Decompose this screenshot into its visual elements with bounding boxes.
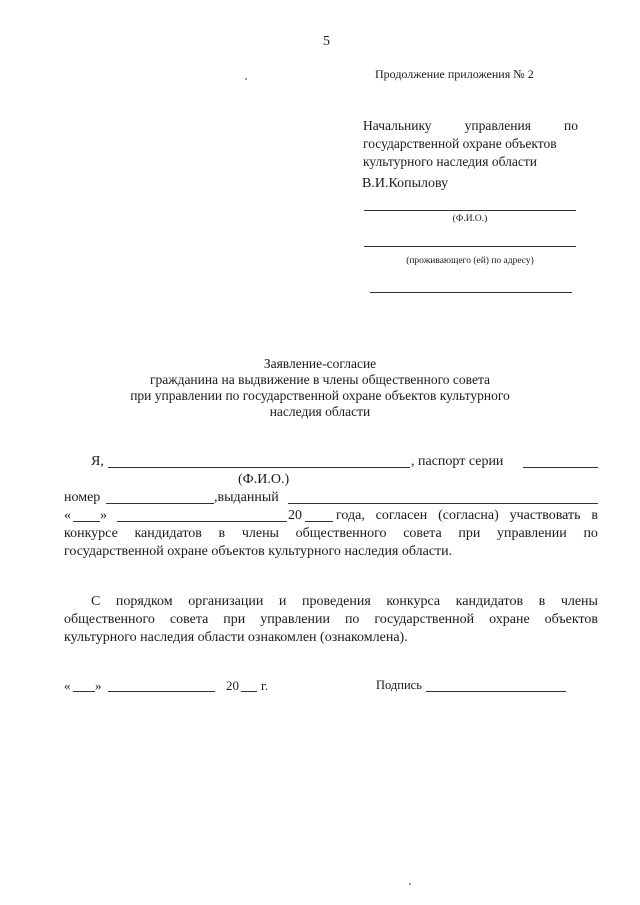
year-prefix: 20 [288, 508, 302, 523]
quote-close: » [100, 508, 107, 523]
body-line-5: государственной охране объектов культурного наследия области. [64, 544, 453, 559]
addressee-name: В.И.Копылову [362, 176, 449, 191]
body-word: в [218, 526, 226, 541]
footer-day-blank [73, 691, 95, 692]
number-label: номер [64, 490, 101, 505]
body-word: члены [560, 594, 598, 609]
footer-year-suffix: г. [261, 678, 269, 693]
consent-word: в [591, 508, 598, 523]
address-line [370, 292, 572, 293]
body-word: и [278, 594, 287, 609]
body-word: совета [403, 526, 442, 541]
consent-word: года, [336, 508, 365, 523]
footer-year-blank [241, 691, 257, 692]
page-number: 5 [323, 34, 330, 49]
fio-caption: (Ф.И.О.) [452, 214, 488, 224]
body-word: порядком [115, 594, 173, 609]
body-word: охране [489, 612, 530, 627]
issued-label: ,выданный [214, 490, 279, 505]
body-word: кандидатов [455, 594, 524, 609]
footer-quote-close: » [95, 678, 102, 693]
body-word: проведения [301, 594, 371, 609]
passport-series-blank [523, 467, 598, 468]
day-blank [73, 521, 100, 522]
title-line-1: Заявление-согласие [263, 356, 377, 371]
body-word: по [583, 526, 598, 541]
body-word: конкурса [386, 594, 441, 609]
title-line-2: гражданина на выдвижение в члены общественного совета [149, 372, 491, 387]
body-word: управлении [260, 612, 330, 627]
addressee-line-3: культурного наследия области [363, 154, 537, 169]
appendix-label: Продолжение приложения № 2 [375, 67, 534, 81]
body-word: при [458, 526, 481, 541]
footer-month-blank [108, 691, 215, 692]
consent-word: согласен [375, 508, 428, 523]
addressee-word: управления [464, 118, 531, 133]
document-title [0, 356, 640, 420]
signature-label: Подпись [376, 678, 422, 692]
issued-blank [288, 503, 598, 504]
number-blank [106, 503, 214, 504]
body-word: совета [169, 612, 209, 627]
body-word: члены [241, 526, 279, 541]
body-word: государственной [374, 612, 475, 627]
month-blank [117, 521, 287, 522]
address-caption: (проживающего (ей) по адресу) [406, 256, 534, 266]
scan-speck [245, 78, 247, 80]
body-word: С [91, 594, 101, 609]
para2-line-1 [91, 594, 598, 610]
ya-label: Я, [91, 454, 104, 469]
fio-line [364, 210, 576, 211]
body-word: общественного [295, 526, 387, 541]
footer-year-prefix: 20 [226, 678, 239, 693]
body-word: организации [188, 594, 264, 609]
addressee-line-1 [363, 118, 578, 134]
body-word: объектов [544, 612, 598, 627]
addressee-word: по [564, 118, 578, 133]
addressee-word: Начальнику [363, 118, 432, 133]
para2-line-3: культурного наследия области ознакомлен (ознакомлена). [64, 630, 408, 645]
quote-open: « [64, 508, 71, 523]
consent-line [336, 508, 598, 524]
signature-blank [426, 691, 566, 692]
title-line-4: наследия области [269, 404, 371, 419]
body-word: управлении [496, 526, 567, 541]
body-word: в [538, 594, 546, 609]
passport-series-label: , паспорт серии [411, 454, 504, 469]
body-word: кандидатов [134, 526, 202, 541]
fio-label: (Ф.И.О.) [238, 472, 290, 487]
body-word: общественного [64, 612, 155, 627]
body-word: при [223, 612, 246, 627]
consent-word: (согласна) [438, 508, 499, 523]
year-blank [305, 521, 333, 522]
para2-line-2 [64, 612, 598, 628]
consent-word: участвовать [509, 508, 581, 523]
body-line-4 [64, 526, 598, 542]
title-line-3: при управлении по государственной охране объектов культурного [130, 388, 510, 403]
body-word: по [344, 612, 360, 627]
blank-line [364, 246, 576, 247]
scan-speck [409, 883, 411, 885]
body-word: конкурсе [64, 526, 118, 541]
addressee-line-2: государственной охране объектов [363, 136, 557, 151]
footer-quote-open: « [64, 678, 71, 693]
fio-blank [108, 467, 410, 468]
